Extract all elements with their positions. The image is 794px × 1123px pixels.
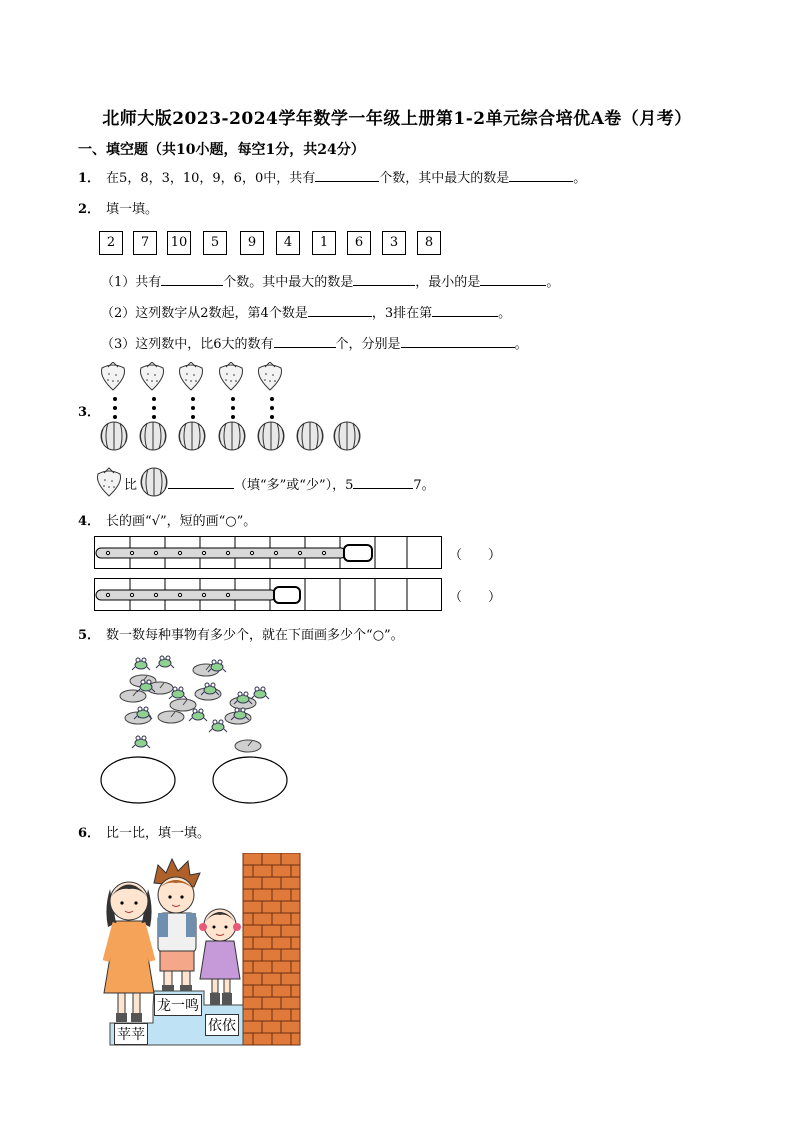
number-box: 9 — [240, 231, 264, 255]
question-text: 填一填。 — [106, 202, 159, 217]
name-label-pingping: 苹苹 — [114, 1023, 148, 1045]
answer-blank[interactable] — [480, 273, 546, 286]
lily-pad-icon — [235, 740, 261, 752]
question-3-compare — [124, 474, 137, 493]
frog-icon — [189, 709, 207, 721]
number-box: 6 — [347, 231, 371, 255]
strawberry-icon — [101, 362, 124, 390]
answer-oval-lilypads[interactable] — [213, 757, 287, 803]
question-text: 数一数每种事物有多少个，就在下面画多少个“○”。 — [106, 628, 404, 643]
section-heading: 一、填空题（共10小题，每空1分，共24分） — [78, 142, 365, 158]
answer-oval-frogs[interactable] — [101, 757, 175, 803]
lily-pad-icon — [158, 711, 184, 723]
question-3-line — [168, 474, 435, 493]
question-text: 。 — [514, 337, 528, 352]
question-text: ，最小的是 — [415, 275, 481, 290]
question-4 — [78, 510, 256, 529]
frog-icon — [132, 736, 150, 748]
question-text: 7。 — [413, 478, 435, 493]
number-box: 7 — [133, 231, 157, 255]
answer-blank[interactable] — [168, 476, 234, 489]
question-text: 。 — [498, 306, 512, 321]
lily-pad-icon — [120, 690, 146, 702]
question-number: 1． — [78, 171, 101, 186]
question-text: （2）这列数字从2数起，第4个数是 — [101, 306, 308, 321]
question-text: 个数。其中最大的数是 — [223, 275, 354, 290]
answer-blank[interactable] — [274, 335, 336, 348]
watermelon-icon — [297, 422, 323, 450]
number-box: 1 — [312, 231, 336, 255]
strawberry-icon — [97, 468, 120, 496]
watermelon-icon — [141, 468, 167, 496]
watermelon-icon — [179, 422, 205, 450]
name-label-yiyi: 依依 — [205, 1014, 239, 1036]
children-height-figure — [96, 853, 304, 1047]
answer-blank[interactable] — [432, 304, 498, 317]
frog-icon — [132, 658, 150, 670]
question-text: 比一比，填一填。 — [106, 826, 211, 841]
question-text: 。 — [573, 171, 587, 186]
dotted-connector — [113, 397, 274, 419]
question-number: 6． — [78, 826, 101, 841]
strawberry-icon — [140, 362, 163, 390]
strawberry-icon — [219, 362, 242, 390]
question-number: 5． — [78, 628, 101, 643]
answer-blank[interactable] — [308, 304, 372, 317]
short-belt — [96, 587, 300, 603]
watermelon-icon — [258, 422, 284, 450]
number-box: 3 — [382, 231, 406, 255]
answer-blank[interactable] — [315, 169, 379, 182]
belt-comparison-figure — [94, 536, 446, 614]
question-2 — [78, 198, 158, 217]
question-2-part-2 — [101, 302, 511, 321]
question-text: 比 — [124, 478, 138, 493]
question-number: 2． — [78, 202, 101, 217]
page-title: 北师大版2023-2024学年数学一年级上册第1-2单元综合培优A卷（月考） — [102, 109, 692, 129]
question-2-part-1 — [101, 271, 559, 290]
watermelon-icon — [101, 422, 127, 450]
question-2-part-3 — [101, 333, 528, 352]
frog-icon — [251, 687, 269, 699]
question-text: 长的画“√”，短的画“○”。 — [106, 514, 257, 529]
answer-blank[interactable] — [161, 273, 223, 286]
brick-wall — [243, 853, 300, 1045]
lily-pad-icon — [170, 699, 196, 711]
question-5 — [78, 624, 404, 643]
question-number: 4． — [78, 514, 101, 529]
question-text: 。 — [546, 275, 560, 290]
question-number: 3． — [78, 405, 101, 420]
number-box: 10 — [167, 231, 191, 255]
answer-paren-2[interactable]: （ ） — [449, 590, 502, 605]
name-label-longyiming: 龙一鸣 — [154, 994, 202, 1016]
watermelon-icon — [140, 422, 166, 450]
frog-icon — [156, 656, 174, 668]
question-text: （3）这列数中，比6大的数有 — [101, 337, 274, 352]
strawberry-icon — [179, 362, 202, 390]
question-1 — [78, 167, 586, 186]
child-yiyi — [199, 909, 241, 1005]
watermelon-icon — [219, 422, 245, 450]
child-longyiming — [154, 859, 200, 991]
number-box: 4 — [276, 231, 300, 255]
frog-icon — [209, 720, 227, 732]
question-text: 个，分别是 — [335, 337, 401, 352]
question-text: 个数，其中最大的数是 — [379, 171, 510, 186]
question-text: 在5，8，3，10，9，6，0中，共有 — [106, 171, 316, 186]
number-box: 8 — [417, 231, 441, 255]
question-text: （填“多”或“少”），5 — [234, 478, 354, 493]
long-belt — [96, 545, 372, 561]
answer-blank[interactable] — [401, 335, 515, 348]
number-box: 5 — [203, 231, 227, 255]
answer-blank[interactable] — [353, 273, 415, 286]
answer-blank[interactable] — [353, 476, 413, 489]
question-text: （1）共有 — [101, 275, 162, 290]
answer-blank[interactable] — [509, 169, 573, 182]
question-text: ，3排在第 — [371, 306, 433, 321]
child-pingping — [104, 882, 154, 1022]
watermelon-icon — [334, 422, 360, 450]
question-6 — [78, 822, 210, 841]
frogs-and-lilypads-figure — [98, 652, 293, 807]
strawberry-icon — [258, 362, 281, 390]
answer-paren-1[interactable]: （ ） — [449, 548, 502, 563]
number-box: 2 — [99, 231, 123, 255]
